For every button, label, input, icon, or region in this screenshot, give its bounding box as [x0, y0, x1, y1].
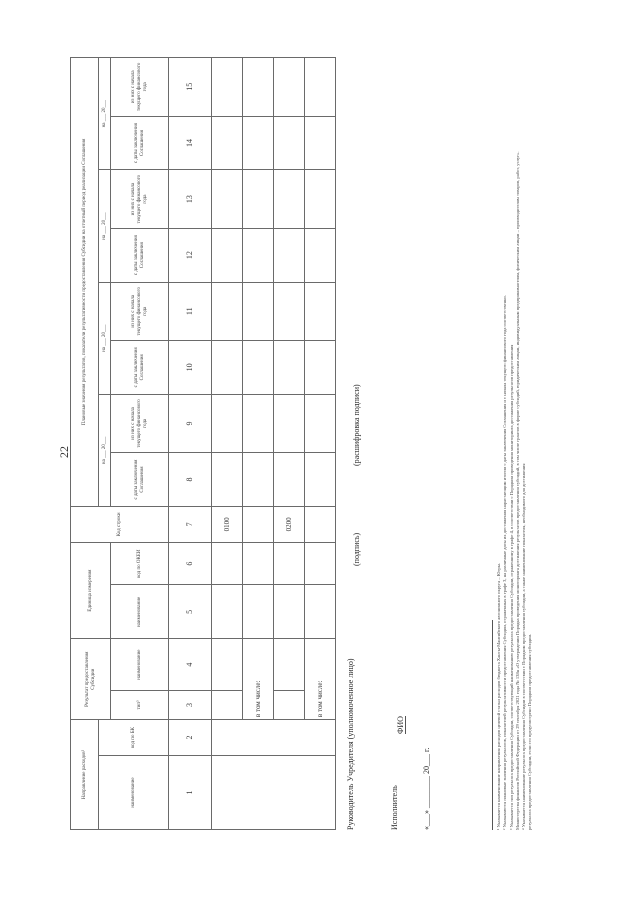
cell: [305, 340, 336, 394]
table-row: [212, 58, 243, 830]
header-okei: код по ОКЕИ: [111, 542, 169, 585]
header-from-year-1: из них с начала текущего финансового года: [111, 394, 169, 452]
decode-caption: (расшифровка подписи): [352, 384, 361, 466]
cell: [243, 506, 274, 542]
cell: [243, 228, 274, 282]
fio-caption: [396, 716, 406, 734]
header-from-agreement-1: с даты заключения Соглашения: [111, 453, 169, 507]
cell: [274, 340, 305, 394]
col-number: 11: [169, 282, 212, 340]
cell: [274, 58, 305, 117]
footnote: ¹ Указывается наименование направления расходов целевой статьи расходов бюджета Ханты-Мансийского автономного округа – Югры.: [496, 563, 501, 830]
cell: [305, 58, 336, 117]
col-number: 4: [169, 639, 212, 691]
header-result: Результат предоставления Субсидии: [71, 639, 111, 720]
cell: [212, 282, 243, 340]
header-direction-name: наименование: [99, 755, 169, 829]
rotated-content: [60, 44, 580, 864]
in-total-label: в том числе:: [243, 639, 274, 720]
header-year-1: на ___ 20___: [99, 394, 111, 506]
header-result-name: наименование: [111, 639, 169, 691]
cell: [305, 228, 336, 282]
header-result-type: тип³: [111, 690, 169, 719]
report-table: [70, 57, 336, 830]
col-number: 5: [169, 585, 212, 639]
cell: [274, 282, 305, 340]
cell: [243, 542, 274, 585]
cell: [212, 542, 243, 585]
cell: [212, 228, 243, 282]
cell: [274, 453, 305, 507]
fio-text: ФИО: [396, 716, 405, 734]
header-from-agreement-3: с даты заключения Соглашения: [111, 228, 169, 282]
cell: [212, 58, 243, 117]
cell: [305, 170, 336, 228]
col-number: 13: [169, 170, 212, 228]
cell: [274, 116, 305, 170]
header-direction: Направление расходов²: [71, 720, 99, 830]
col-number: 6: [169, 542, 212, 585]
cell: [243, 453, 274, 507]
cell: [274, 585, 305, 639]
footnote: Министерства финансов Российской Федерации от 29 сентября 2021 года № 138н «О утверждении Порядка проведения мониторинга достижения результатов предоставления субсидий, в том числе грантов в форме субсидий, юридическим лицам, индивидуальным предпринимателям, физическим лицам – производителям товаров, работ, услуг».: [514, 151, 520, 830]
cell: [305, 585, 336, 639]
date-line: «___» ________ 20___ г.: [422, 747, 431, 830]
col-number: 7: [169, 506, 212, 542]
table-row: [305, 58, 336, 830]
col-number: 14: [169, 116, 212, 170]
cell-direction-name: [212, 755, 336, 829]
header-from-year-4: из них с начала текущего финансового года: [111, 58, 169, 117]
cell: [274, 170, 305, 228]
cell: [305, 394, 336, 452]
col-number: 12: [169, 228, 212, 282]
col-number: 15: [169, 58, 212, 117]
footnote: ³ Указывается тип результата предоставления Субсидии, соответствующий наименованию результата предоставления Субсидии, отраженному в графе 4, в соответствии с Порядком проведения мониторинга достижения результатов предоставления: [508, 344, 514, 830]
cell: [243, 282, 274, 340]
cell: [243, 170, 274, 228]
cell: [212, 453, 243, 507]
cell: [212, 585, 243, 639]
header-from-year-2: из них с начала текущего финансового года: [111, 282, 169, 340]
cell: [305, 116, 336, 170]
cell-code-bk: [212, 720, 336, 756]
header-row-code: Код строки: [71, 506, 169, 542]
footnote: ² Указываются плановые значения результатов, показателей результативности предоставления Субсидии, отраженных в графе 3, на различные даты их достижения нарастающим итогом с даты заключения Соглашения и с начала текущего финансового года соответственно.: [502, 295, 508, 830]
cell: [274, 690, 305, 719]
cell: [305, 453, 336, 507]
cell: [212, 170, 243, 228]
col-number: 10: [169, 340, 212, 394]
col-number: 9: [169, 394, 212, 452]
cell: [274, 639, 305, 691]
footnote: результата предоставления Субсидии, если это предусмотрено Порядком предоставления субсидии.: [527, 633, 533, 830]
col-number: 2: [169, 720, 212, 756]
executor-label: Исполнитель: [390, 785, 399, 830]
cell: [243, 585, 274, 639]
footnote-divider: [492, 620, 493, 830]
header-year-4: на ___ 20___: [99, 58, 111, 170]
header-from-agreement-2: с даты заключения Соглашения: [111, 340, 169, 394]
cell: [243, 340, 274, 394]
header-from-year-3: из них с начала текущего финансового года: [111, 170, 169, 228]
cell: [212, 116, 243, 170]
row-code-0100: 0100: [212, 506, 243, 542]
table-row: [274, 58, 305, 830]
page-number: 22: [57, 446, 71, 458]
header-code-bk: код по БК: [99, 720, 169, 756]
cell: [274, 228, 305, 282]
col-number: 3: [169, 690, 212, 719]
cell: [243, 394, 274, 452]
cell: [305, 506, 336, 542]
header-unit: Единица измерения: [71, 542, 111, 638]
col-number: 1: [169, 755, 212, 829]
cell: [212, 394, 243, 452]
in-total-label: в том числе:: [305, 639, 336, 720]
cell: [212, 340, 243, 394]
footnotes: [496, 50, 534, 830]
table-row: [243, 58, 274, 830]
header-year-2: на ___ 20___: [99, 282, 111, 394]
cell: [305, 542, 336, 585]
header-planned-values: Плановые значения результатов, показатели результативности предоставления Субсидии на отчетный период реализации Соглашения: [71, 58, 99, 507]
cell: [243, 58, 274, 117]
head-label: Руководитель Учредителя (уполномоченное лицо): [346, 658, 355, 830]
row-code-0200: 0200: [274, 506, 305, 542]
header-year-3: на ___ 20___: [99, 170, 111, 282]
header-unit-name: наименование: [111, 585, 169, 639]
cell: [212, 690, 243, 719]
cell: [274, 542, 305, 585]
cell: [274, 394, 305, 452]
cell: [212, 639, 243, 691]
cell: [243, 116, 274, 170]
cell: [305, 282, 336, 340]
footnote: ⁴ Указывается наименование результата предоставления Субсидии в соответствии с Порядком предоставления субсидии, а также наименование показателя, необходимого для достижения: [521, 463, 527, 830]
col-number: 8: [169, 453, 212, 507]
signature-caption: (подпись): [352, 532, 361, 566]
header-from-agreement-4: с даты заключения Соглашения: [111, 116, 169, 170]
